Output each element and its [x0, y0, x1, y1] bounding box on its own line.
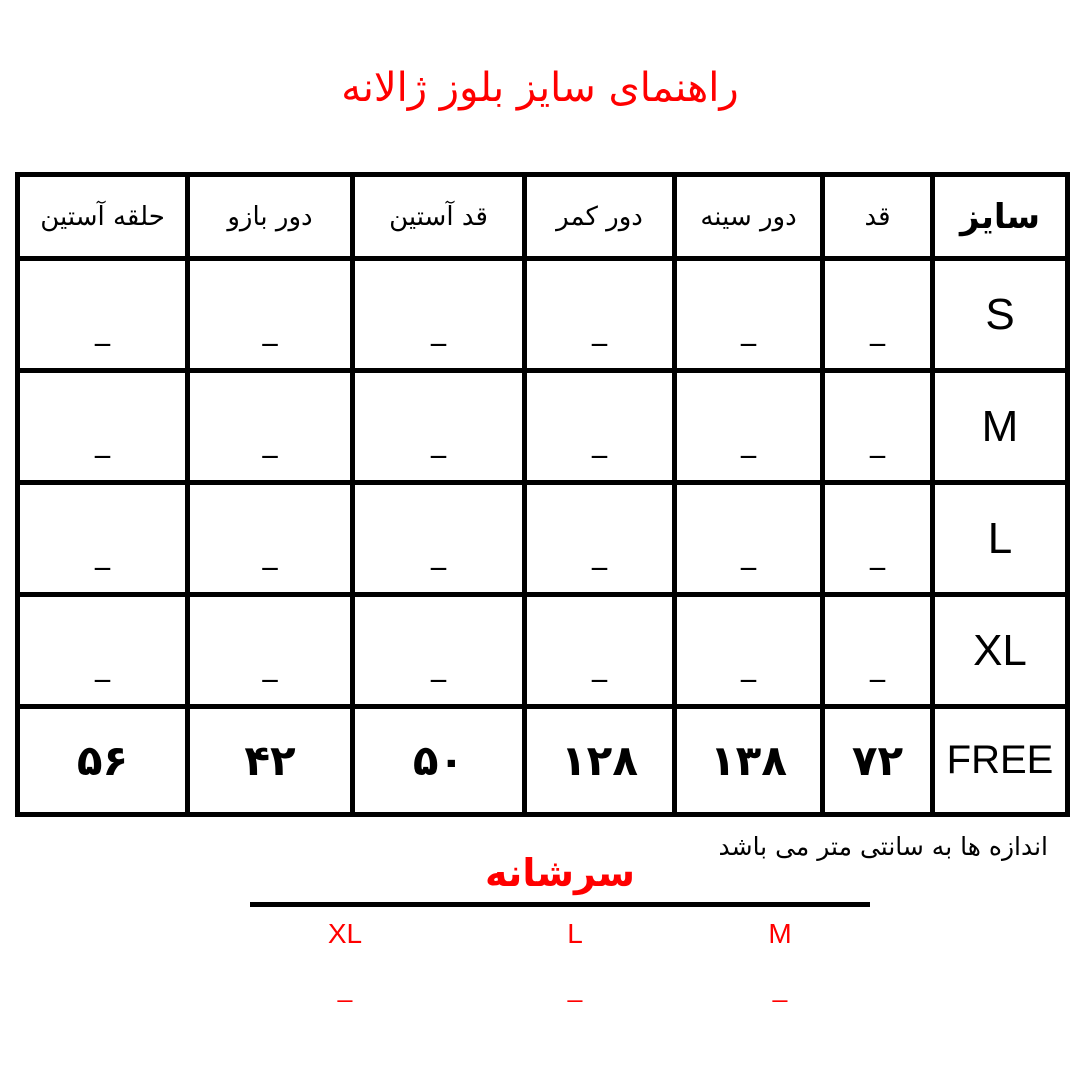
- header-cell-arm-circumference: دور بازو: [188, 175, 353, 259]
- shoulder-divider: [250, 902, 870, 907]
- size-chart-table: [15, 172, 1070, 817]
- table-cell: _: [675, 371, 823, 483]
- table-cell: ۵۶: [18, 707, 188, 815]
- row-size-label: L: [933, 483, 1068, 595]
- table-cell: _: [18, 371, 188, 483]
- row-size-label: FREE: [933, 707, 1068, 815]
- shoulder-value-l: _: [567, 973, 583, 1003]
- shoulder-label-xl: XL: [327, 918, 363, 949]
- table-cell: _: [823, 595, 933, 707]
- table-row: [18, 595, 1068, 707]
- shoulder-label-m: M: [768, 918, 792, 949]
- table-cell: _: [18, 595, 188, 707]
- page-title: راهنمای سایز بلوز ژالانه: [341, 65, 739, 111]
- table-cell: _: [188, 371, 353, 483]
- table-cell: _: [525, 259, 675, 371]
- table-cell: _: [675, 483, 823, 595]
- table-cell: _: [525, 483, 675, 595]
- table-row-free: [18, 707, 1068, 815]
- table-cell: _: [353, 595, 525, 707]
- shoulder-value-m: _: [772, 973, 788, 1003]
- table-cell: _: [525, 371, 675, 483]
- header-cell-size: سایز: [933, 175, 1068, 259]
- table-cell: _: [675, 259, 823, 371]
- table-cell: ۵۰: [353, 707, 525, 815]
- table-cell: ۱۳۸: [675, 707, 823, 815]
- table-row: [18, 371, 1068, 483]
- row-size-label: S: [933, 259, 1068, 371]
- table-cell: _: [18, 259, 188, 371]
- table-cell: _: [188, 259, 353, 371]
- table-cell: _: [353, 371, 525, 483]
- table-cell: _: [18, 483, 188, 595]
- header-cell-waist: دور کمر: [525, 175, 675, 259]
- header-cell-sleeve-length: قد آستین: [353, 175, 525, 259]
- table-cell: _: [353, 259, 525, 371]
- table-cell: _: [823, 259, 933, 371]
- table-header-row: [18, 175, 1068, 259]
- table-row: [18, 259, 1068, 371]
- shoulder-title: سرشانه: [485, 851, 635, 895]
- table-cell: _: [353, 483, 525, 595]
- shoulder-label-l: L: [567, 918, 583, 949]
- header-cell-armhole: حلقه آستین: [18, 175, 188, 259]
- row-size-label: XL: [933, 595, 1068, 707]
- table-cell: _: [188, 595, 353, 707]
- table-cell: _: [823, 483, 933, 595]
- shoulder-value-xl: _: [337, 973, 353, 1003]
- table-cell: ۴۲: [188, 707, 353, 815]
- header-cell-length: قد: [823, 175, 933, 259]
- units-note: اندازه ها به سانتی متر می باشد: [718, 832, 1048, 861]
- table-cell: _: [188, 483, 353, 595]
- table-cell: ۱۲۸: [525, 707, 675, 815]
- table-cell: _: [823, 371, 933, 483]
- row-size-label: M: [933, 371, 1068, 483]
- table-row: [18, 483, 1068, 595]
- table-cell: ۷۲: [823, 707, 933, 815]
- table-cell: _: [675, 595, 823, 707]
- header-cell-chest: دور سینه: [675, 175, 823, 259]
- table-cell: _: [525, 595, 675, 707]
